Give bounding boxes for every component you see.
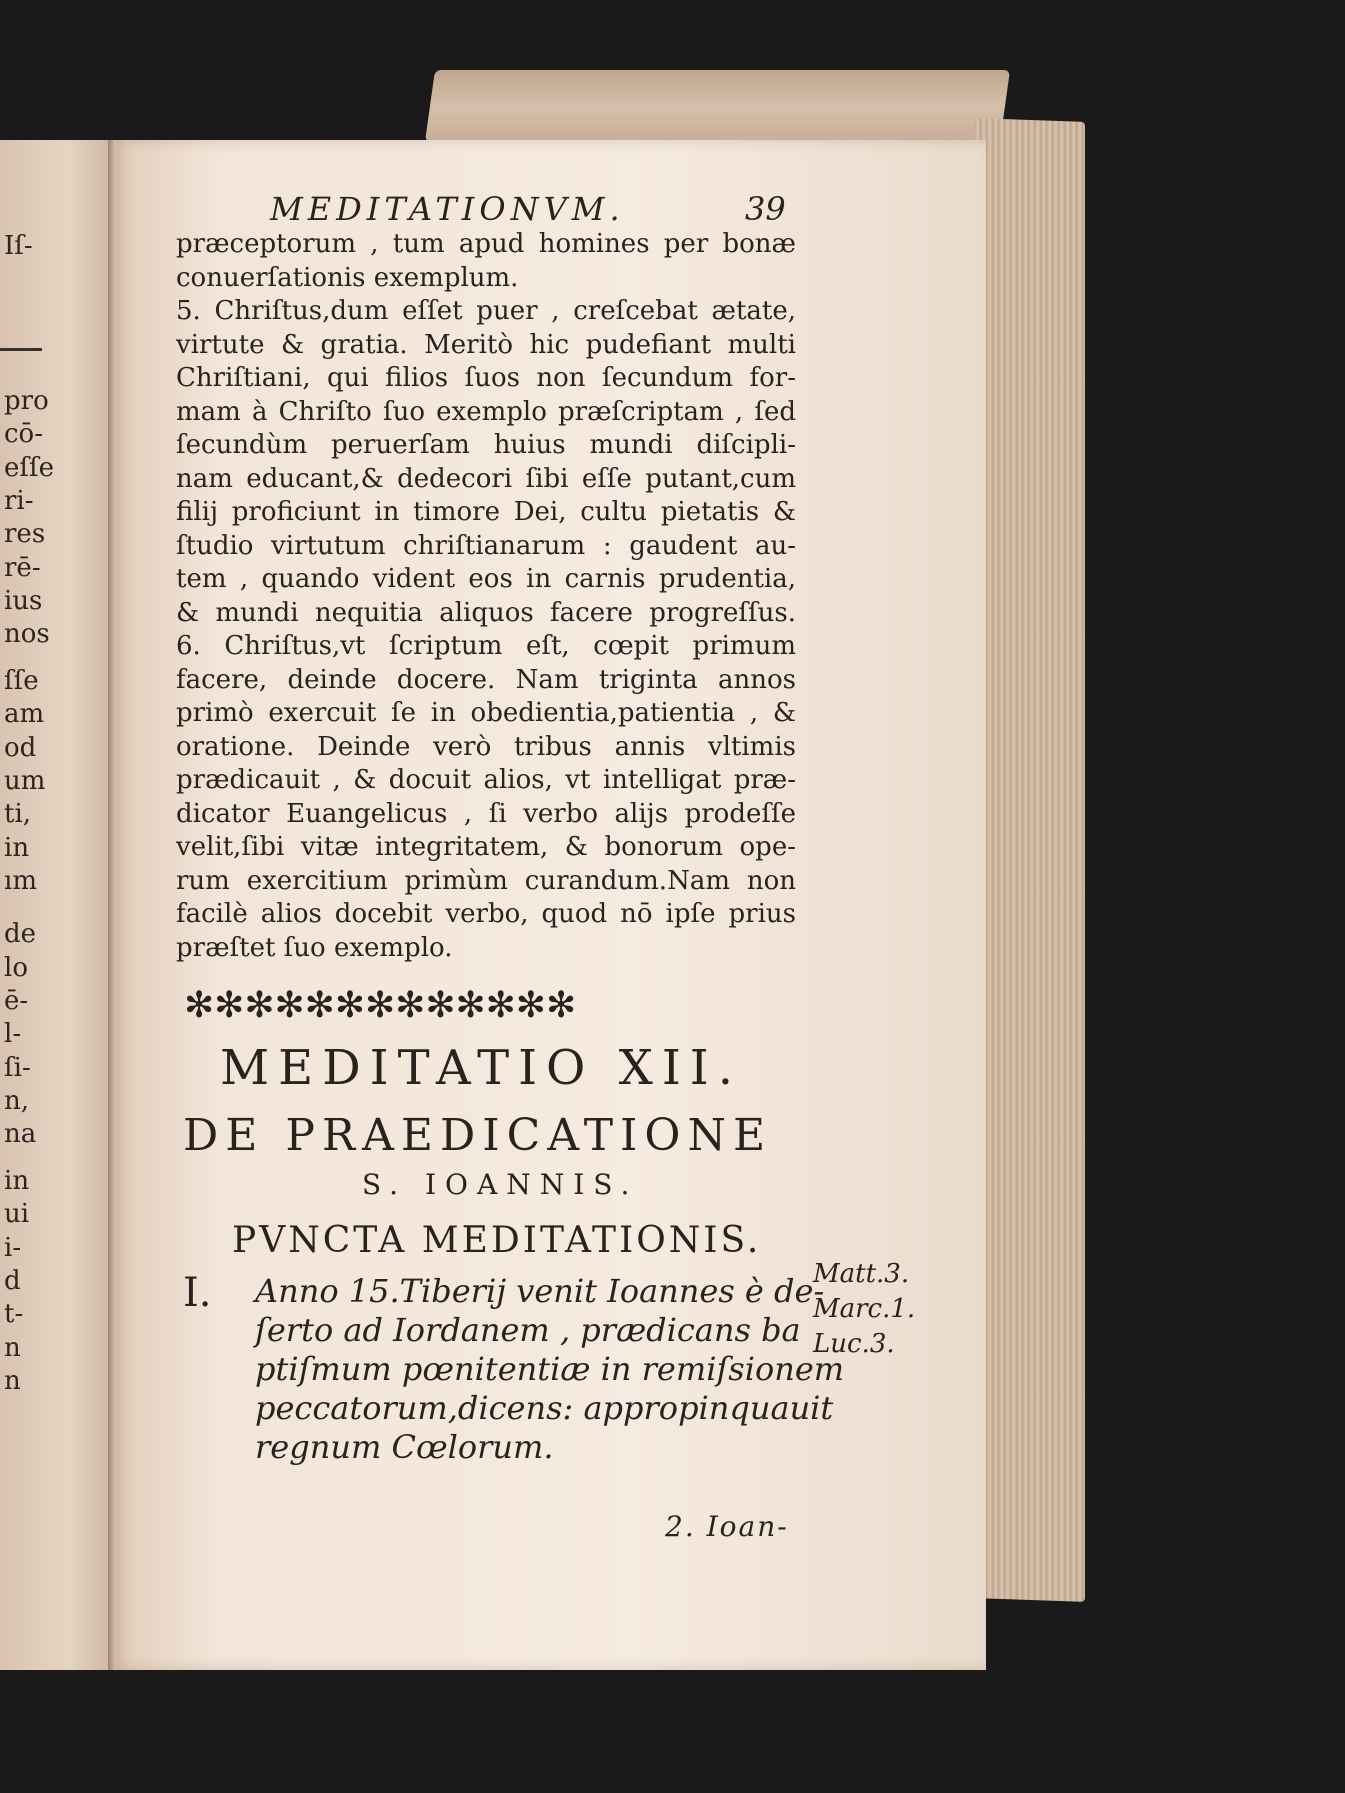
point-line: regnum Cœlorum.: [255, 1428, 554, 1466]
body-line: ſtudio virtutum chriſtianarum : gaudent au-: [176, 530, 796, 561]
left-page-text-fragment: ſſe: [4, 666, 39, 696]
point-text: [255, 1272, 845, 1467]
body-line: præceptorum , tum apud homines per bonæ: [176, 229, 796, 259]
left-page-text-fragment: n: [4, 1366, 21, 1396]
puncta-heading: PVNCTA MEDITATIONIS.: [232, 1220, 762, 1261]
left-page-text-fragment: ım: [4, 866, 37, 896]
book-gutter: [108, 140, 116, 1670]
body-line: conuerſationis exemplum.: [176, 262, 519, 293]
body-line: facere, deinde docere. Nam triginta annos: [176, 664, 796, 695]
left-page-text-fragment: ti,: [4, 799, 32, 829]
body-line: velit,ſibi vitæ integritatem, & bonorum ope-: [176, 832, 796, 862]
left-page-text-fragment: ri-: [4, 486, 34, 516]
running-head: MEDITATIONVM.: [270, 190, 625, 228]
left-page-text-fragment: rē-: [4, 553, 41, 583]
body-line: oratione. Deinde verò tribus annis vltimis: [176, 731, 796, 762]
body-line: 5. Chriſtus,dum eſſet puer , creſcebat ætate,: [176, 296, 796, 326]
body-line: 6. Chriſtus,vt ſcriptum eſt, cœpit primum: [176, 631, 796, 661]
left-page-text-fragment: um: [4, 766, 46, 796]
body-line: ſecundùm peruerſam huius mundi diſcipli-: [176, 430, 796, 460]
left-page-text-fragment: in: [4, 833, 30, 863]
body-text: [176, 228, 796, 965]
left-page-text-fragment: res: [4, 519, 46, 549]
catchword: 2. Ioan-: [665, 1510, 789, 1543]
body-line: nam educant,& dedecori ſibi eſſe putant,cum: [176, 463, 796, 494]
point-line: ſerto ad Iordanem , prædicans ba: [255, 1311, 801, 1349]
left-page-rule: [0, 348, 42, 351]
left-page-text-fragment: d: [4, 1266, 21, 1296]
body-line: primò exercuit ſe in obedientia,patientia , &: [176, 698, 796, 728]
left-page-text-fragment: in: [4, 1166, 30, 1196]
body-line: filij proficiunt in timore Dei, cultu pietatis &: [176, 497, 796, 527]
margin-reference: Matt.3.: [813, 1259, 910, 1289]
meditation-title: MEDITATIO XII.: [220, 1040, 742, 1096]
left-page-text-fragment: de: [4, 919, 37, 949]
body-line: dicator Euangelicus , ſi verbo alijs prodeſſe: [176, 798, 796, 829]
left-page-text-fragment: n,: [4, 1086, 30, 1116]
left-page-text-fragment: lo: [4, 953, 28, 983]
left-page-text-fragment: cō-: [4, 419, 43, 449]
point-line: ptiſmum pœnitentiæ in remiſsionem: [255, 1350, 845, 1388]
left-page-text-fragment: i-: [4, 1233, 22, 1263]
body-line: facilè alios docebit verbo, quod nō ipſe prius: [176, 899, 796, 929]
body-line: virtute & gratia. Meritò hic pudefiant multi: [176, 329, 796, 360]
body-line: Chriſtiani, qui filios ſuos non ſecundum for-: [176, 363, 796, 393]
page-stack-top-edge: [425, 70, 1010, 142]
margin-reference: Marc.1.: [813, 1294, 916, 1324]
body-line: prædicauit , & docuit alios, vt intelligat præ-: [176, 765, 796, 795]
left-page-text-fragment: Iſ-: [4, 231, 33, 261]
left-page-text-fragment: n: [4, 1333, 21, 1363]
point-numeral: I.: [183, 1270, 212, 1316]
page-stack-right-edge: [975, 118, 1085, 1602]
body-line: præſtet ſuo exemplo.: [176, 932, 453, 963]
left-page-fragment: [0, 140, 112, 1670]
left-page-text-fragment: ius: [4, 586, 43, 616]
body-line: rum exercitium primùm curandum.Nam non: [176, 865, 796, 896]
left-page-text-fragment: ē-: [4, 986, 29, 1016]
ornament-divider: ✻✻✻✻✻✻✻✻✻✻✻✻✻: [184, 984, 577, 1026]
margin-reference: Luc.3.: [813, 1329, 895, 1359]
left-page-text-fragment: eſſe: [4, 453, 55, 483]
left-page-text-fragment: pro: [4, 386, 49, 416]
page-number: 39: [745, 190, 786, 228]
left-page-text-fragment: ſi-: [4, 1053, 31, 1083]
left-page-text-fragment: l-: [4, 1019, 22, 1049]
body-line: tem , quando vident eos in carnis prudentia,: [176, 564, 796, 594]
body-line: mam à Chriſto ſuo exemplo præſcriptam , ſed: [176, 396, 796, 427]
left-page-text-fragment: na: [4, 1119, 37, 1149]
point-line: peccatorum,dicens: appropinquauit: [255, 1389, 834, 1427]
meditation-subtitle: DE PRAEDICATIONE: [183, 1110, 773, 1161]
left-page-text-fragment: od: [4, 733, 37, 763]
point-line: Anno 15.Tiberij venit Ioannes è de-: [255, 1272, 825, 1310]
body-line: & mundi nequitia aliquos facere progreſſus.: [176, 597, 796, 628]
margin-references: [813, 1257, 915, 1362]
left-page-text-fragment: am: [4, 699, 45, 729]
meditation-subtitle-saint: S. IOANNIS.: [362, 1168, 639, 1201]
left-page-text-fragment: ui: [4, 1199, 30, 1229]
left-page-text-fragment: nos: [4, 619, 50, 649]
left-page-text-fragment: t-: [4, 1299, 24, 1329]
